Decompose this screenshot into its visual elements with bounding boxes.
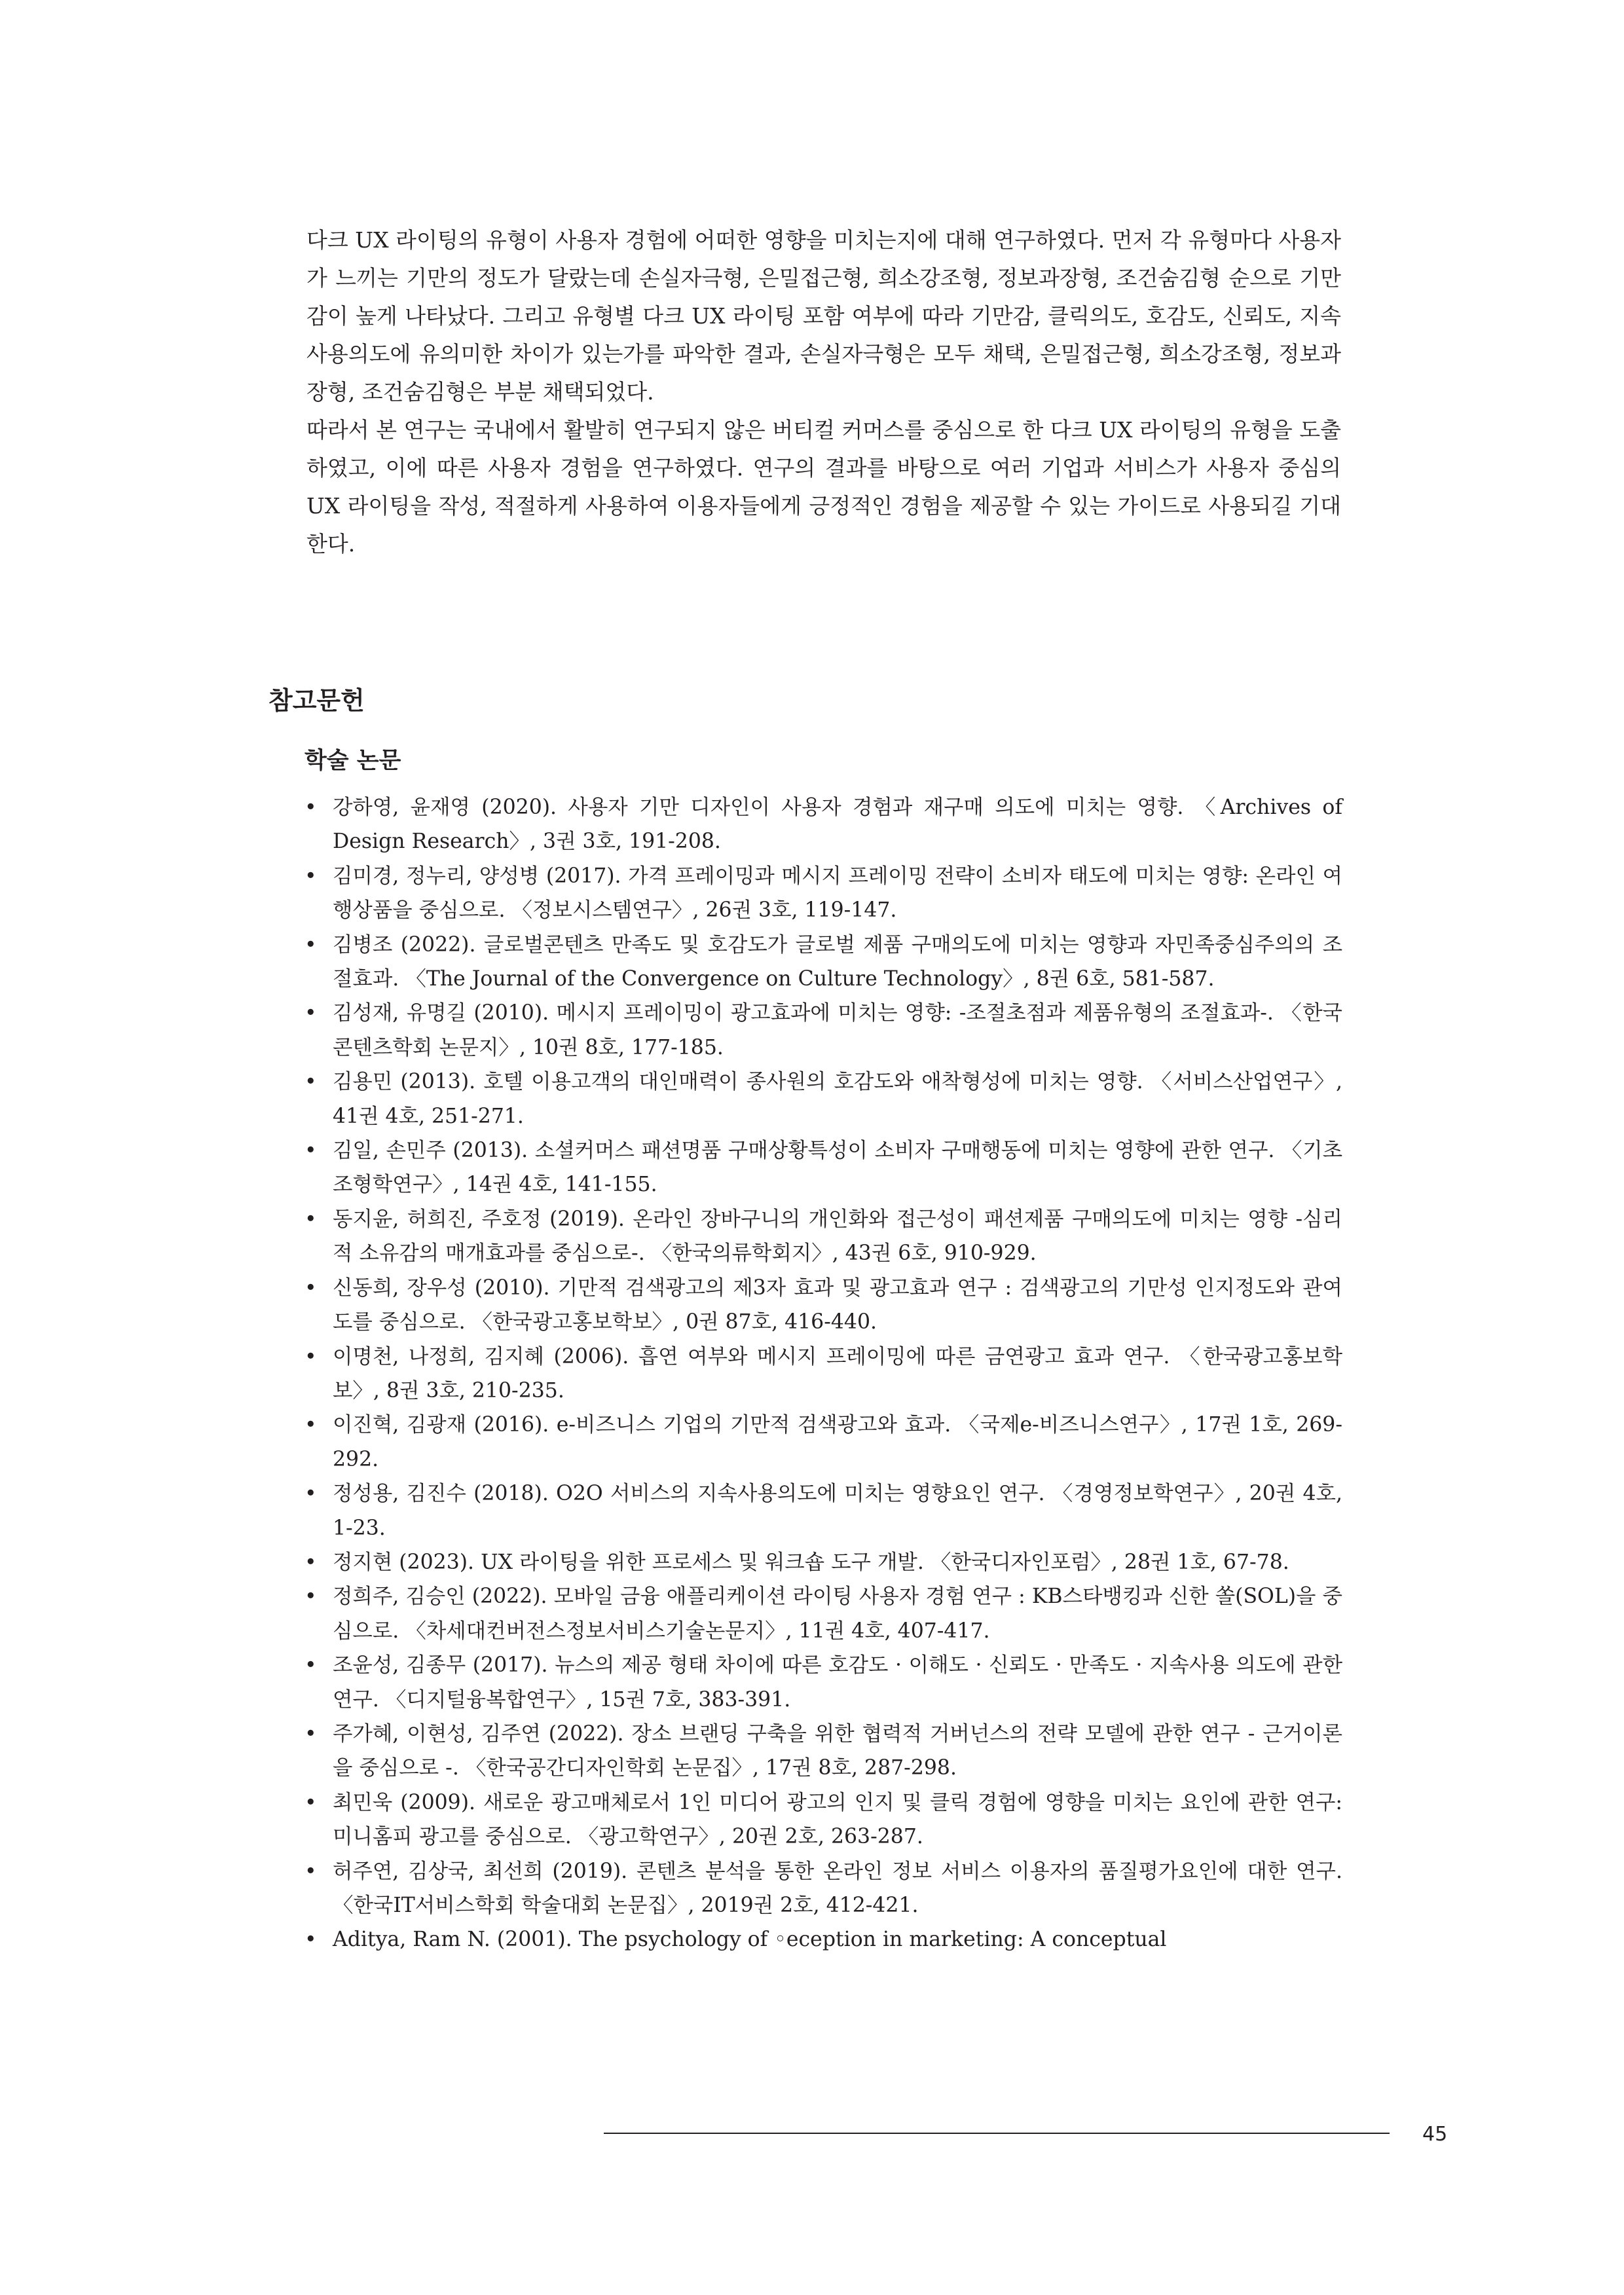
references-heading: 참고문헌	[268, 686, 365, 715]
bullet-icon: •	[304, 1585, 317, 1609]
bullet-icon: •	[304, 932, 317, 957]
reference-text: 김성재, 유명길 (2010). 메시지 프레이밍이 광고효과에 미치는 영향: -조절초점과 제품유형의 조절효과-. 〈한국콘텐츠학회 논문지〉, 10권 8호, 177-185.	[333, 1001, 1342, 1059]
reference-item	[298, 1648, 1342, 1717]
bullet-icon: •	[304, 1790, 317, 1814]
footer-rule	[604, 2133, 1390, 2134]
reference-item	[298, 1922, 1342, 1956]
reference-text: 정희주, 김승인 (2022). 모바일 금융 애플리케이션 라이팅 사용자 경험 연구 : KB스타뱅킹과 신한 쏠(SOL)을 중심으로. 〈차세대컨버전스정보서비스기술논문지〉, 11권 4호, 407-417.	[333, 1585, 1342, 1643]
reference-item	[298, 1717, 1342, 1786]
bullet-icon: •	[304, 1070, 317, 1094]
bullet-icon: •	[304, 1653, 317, 1678]
bullet-icon: •	[304, 864, 317, 888]
bullet-icon: •	[304, 1001, 317, 1025]
bullet-icon: •	[304, 1859, 317, 1883]
reference-text: 조윤성, 김종무 (2017). 뉴스의 제공 형태 차이에 따른 호감도 · 이해도 · 신뢰도 · 만족도 · 지속사용 의도에 관한 연구. 〈디지털융복합연구〉, 15권 7호, 383-391.	[333, 1653, 1342, 1712]
reference-item	[298, 928, 1342, 997]
reference-item	[298, 1408, 1342, 1477]
reference-item	[298, 1065, 1342, 1133]
reference-text: 이진혁, 김광재 (2016). e-비즈니스 기업의 기만적 검색광고와 효과. 〈국제e-비즈니스연구〉, 17권 1호, 269-292.	[333, 1413, 1342, 1471]
reference-item	[298, 1202, 1342, 1271]
reference-text: 강하영, 윤재영 (2020). 사용자 기만 디자인이 사용자 경험과 재구매 의도에 미치는 영향. 〈Archives of Design Research〉, 3권 3호, 191-208.	[333, 796, 1342, 854]
reference-text: 김용민 (2013). 호텔 이용고객의 대인매력이 종사원의 호감도와 애착형성에 미치는 영향. 〈서비스산업연구〉, 41권 4호, 251-271.	[333, 1070, 1342, 1128]
reference-text: 주가혜, 이현성, 김주연 (2022). 장소 브랜딩 구축을 위한 협력적 거버넌스의 전략 모델에 관한 연구 - 근거이론을 중심으로 -. 〈한국공간디자인학회 논문집〉, 17권 8호, 287-298.	[333, 1721, 1342, 1780]
reference-item	[298, 1579, 1342, 1648]
reference-text: 동지윤, 허희진, 주호정 (2019). 온라인 장바구니의 개인화와 접근성이 패션제품 구매의도에 미치는 영향 -심리적 소유감의 매개효과를 중심으로-. 〈한국의류학회지〉, 43권 6호, 910-929.	[333, 1207, 1342, 1266]
bullet-icon: •	[304, 1344, 317, 1368]
reference-item	[298, 1545, 1342, 1579]
reference-item	[298, 1133, 1342, 1202]
reference-text: 김병조 (2022). 글로벌콘텐츠 만족도 및 호감도가 글로벌 제품 구매의도에 미치는 영향과 자민족중심주의의 조절효과. 〈The Journal of the Convergence on Culture Technology〉, 8권 6호, 581-587.	[333, 932, 1342, 991]
reference-text: Aditya, Ram N. (2001). The psychology of ◦eception in marketing: A conceptual	[333, 1928, 1167, 1952]
reference-text: 최민욱 (2009). 새로운 광고매체로서 1인 미디어 광고의 인지 및 클릭 경험에 영향을 미치는 요인에 관한 연구: 미니홈피 광고를 중심으로. 〈광고학연구〉, 20권 2호, 263-287.	[333, 1790, 1342, 1849]
page-number: 45	[1422, 2123, 1448, 2146]
bullet-icon: •	[304, 1276, 317, 1300]
bullet-icon: •	[304, 1550, 317, 1574]
academic-papers-subheading: 학술 논문	[304, 748, 401, 774]
reference-item	[298, 1340, 1342, 1408]
reference-text: 이명천, 나정희, 김지혜 (2006). 흡연 여부와 메시지 프레이밍에 따른 금연광고 효과 연구. 〈한국광고홍보학보〉, 8권 3호, 210-235.	[333, 1344, 1342, 1403]
body-text	[306, 221, 1341, 563]
reference-text: 김일, 손민주 (2013). 소셜커머스 패션명품 구매상황특성이 소비자 구매행동에 미치는 영향에 관한 연구. 〈기초조형학연구〉, 14권 4호, 141-155.	[333, 1139, 1342, 1197]
bullet-icon: •	[304, 796, 317, 819]
reference-item	[298, 1854, 1342, 1923]
reference-text: 신동희, 장우성 (2010). 기만적 검색광고의 제3자 효과 및 광고효과 연구 : 검색광고의 기만성 인지정도와 관여도를 중심으로. 〈한국광고홍보학보〉, 0권 87호, 416-440.	[333, 1276, 1342, 1334]
bullet-icon: •	[304, 1413, 317, 1437]
bullet-icon: •	[304, 1482, 317, 1506]
bullet-icon: •	[304, 1721, 317, 1746]
reference-list	[298, 790, 1342, 1957]
reference-text: 정지현 (2023). UX 라이팅을 위한 프로세스 및 워크숍 도구 개발. 〈한국디자인포럼〉, 28권 1호, 67-78.	[333, 1550, 1289, 1574]
bullet-icon: •	[304, 1928, 317, 1952]
reference-item	[298, 1786, 1342, 1854]
reference-item	[298, 790, 1342, 859]
reference-text: 정성용, 김진수 (2018). O2O 서비스의 지속사용의도에 미치는 영향요인 연구. 〈경영정보학연구〉, 20권 4호, 1-23.	[333, 1482, 1342, 1540]
bullet-icon: •	[304, 1139, 317, 1163]
reference-item	[298, 996, 1342, 1065]
reference-text: 허주연, 김상국, 최선희 (2019). 콘텐츠 분석을 통한 온라인 정보 서비스 이용자의 품질평가요인에 대한 연구. 〈한국IT서비스학회 학술대회 논문집〉, 2019권 2호, 412-421.	[333, 1859, 1342, 1917]
body-paragraph-2: 따라서 본 연구는 국내에서 활발히 연구되지 않은 버티컬 커머스를 중심으로 한 다크 UX 라이팅의 유형을 도출하였고, 이에 따른 사용자 경험을 연구하였다. 연구의 결과를 바탕으로 여러 기업과 서비스가 사용자 중심의 UX 라이팅을 작성, 적절하게 사용하여 이용자들에게 긍정적인 경험을 제공할 수 있는 가이드로 사용되길 기대한다.	[306, 417, 1341, 557]
reference-item	[298, 1271, 1342, 1340]
bullet-icon: •	[304, 1207, 317, 1231]
body-paragraph-1: 다크 UX 라이팅의 유형이 사용자 경험에 어떠한 영향을 미치는지에 대해 연구하였다. 먼저 각 유형마다 사용자가 느끼는 기만의 정도가 달랐는데 손실자극형, 은밀접근형, 희소강조형, 정보과장형, 조건숨김형 순으로 기만감이 높게 나타났다. 그리고 유형별 다크 UX 라이팅 포함 여부에 따라 기만감, 클릭의도, 호감도, 신뢰도, 지속사용의도에 유의미한 차이가 있는가를 파악한 결과, 손실자극형은 모두 채택, 은밀접근형, 희소강조형, 정보과장형, 조건숨김형은 부분 채택되었다.	[306, 227, 1341, 405]
reference-text: 김미경, 정누리, 양성병 (2017). 가격 프레이밍과 메시지 프레이밍 전략이 소비자 태도에 미치는 영향: 온라인 여행상품을 중심으로. 〈정보시스템연구〉, 26권 3호, 119-147.	[333, 864, 1342, 923]
reference-item	[298, 1477, 1342, 1545]
reference-item	[298, 859, 1342, 928]
